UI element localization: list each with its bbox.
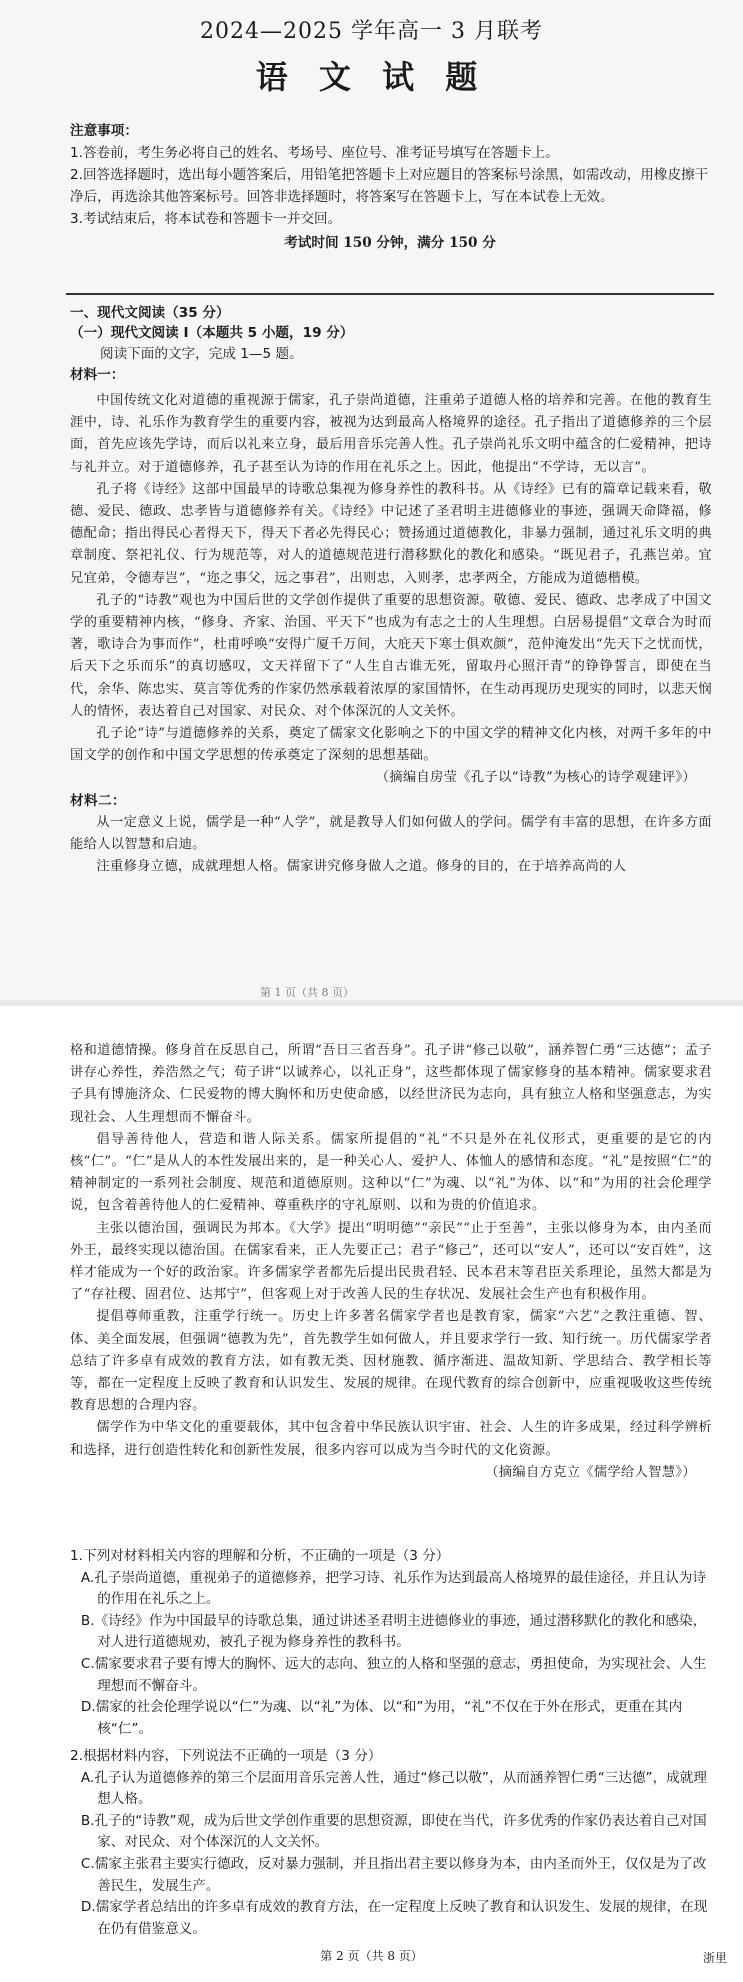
exam-title: 2024—2025 学年高一 3 月联考 xyxy=(200,19,543,44)
notes-item: 3.考试结束后，将本试卷和答题卡一并交回。 xyxy=(70,211,342,227)
paragraph: 儒学作为中华文化的重要载体，其中包含着中华民族认识宇宙、社会、人生的许多成果，经过科学辨析和选择，进行创造性转化和创新性发展，很多内容可以成为当今时代的文化资源。 xyxy=(70,1420,712,1458)
question-1 xyxy=(70,1546,714,1740)
option-d[interactable]: D.儒家学者总结出的许多卓有成效的教育方法，在一定程度上反映了教育和认识发生、发展的规律，在现在仍有借鉴意义。 xyxy=(80,1899,708,1937)
option-c[interactable]: C.儒家主张君主要实行德政，反对暴力强制，并且指出君主要以修身为本，由内圣而外王，仅仅是为了改善民生，发展生产。 xyxy=(80,1855,707,1894)
source-citation: （摘编自方克立《儒学给人智慧》） xyxy=(485,1464,696,1480)
instruction: 阅读下面的文字，完成 1—5 题。 xyxy=(100,346,303,362)
source-citation: （摘编自房莹《孔子以“诗教”为核心的诗学观建评》） xyxy=(375,770,696,786)
question-stem: 1.下列对材料相关内容的理解和分析，不正确的一项是（3 分） xyxy=(70,1548,450,1564)
option-b[interactable]: B.《诗经》作为中国最早的诗歌总集，通过讲述圣君明主进德修业的事迹，通过潜移默化的教化和感染，对人进行道德规劝，被孔子视为修身养性的教科书。 xyxy=(80,1612,707,1651)
divider xyxy=(66,293,714,295)
section-heading: 一、现代文阅读（35 分） xyxy=(70,305,230,321)
paragraph: 主张以德治国，强调民为邦本。《大学》提出“明明德”“亲民”“止于至善”，主张以修身为本，由内圣而外王，最终实现以德治国。在儒家看来，正人先要正己；君子“修己”，还可以“安人”，还可以“安百姓”，这样才能成为一个好的政治家。许多儒家学者都先后提出民贵君轻、民本君末等君臣关系理论，虽然大都是为了“存社稷、固君位、达邦宁”，但客观上对于改善人民的生存状况、发展社会生产也有积极作用。 xyxy=(70,1220,712,1303)
question-2 xyxy=(70,1746,714,1940)
page-one-footer: 第 1 页（共 8 页） xyxy=(260,986,354,999)
question-stem: 2.根据材料内容，下列说法不正确的一项是（3 分） xyxy=(70,1748,382,1764)
paragraph: 格和道德情操。修身首在反思自己，所谓“吾日三省吾身”。孔子讲“修己以敬”，涵养智仁勇“三达德”；孟子讲存心养性，养浩然之气；荀子讲“以诚养心，以礼正身”，这些都体现了儒家修身的基本精神。儒家要求君子具有博施济众、仁民爱物的博大胸怀和历史使命感，以经世济民为志向，具有独立人格和坚强意志，为实现社会、人生理想而不懈奋斗。 xyxy=(70,1043,712,1125)
paragraph: 中国传统文化对道德的重视源于儒家，孔子崇尚道德，注重弟子道德人格的培养和完善。在他的教育生涯中，诗、礼乐作为教育学生的重要内容，被视为达到最高人格境界的途径。孔子指出了道德修养的三个层面，首先应该先学诗，而后以礼来立身，最后用音乐完善人性。孔子崇尚礼乐文明中蕴含的仁爱精神，把诗与礼并立。对于道德修养，孔子甚至认为诗的作用在礼乐之上。因此，他提出“不学诗，无以言”。 xyxy=(70,393,712,475)
option-a[interactable]: A.孔子崇尚道德，重视弟子的道德修养，把学习诗、礼乐作为达到最高人格境界的最佳途径，并且认为诗的作用在礼乐之上。 xyxy=(80,1569,706,1608)
notes-label: 注意事项： xyxy=(70,123,138,139)
notes-block xyxy=(70,120,710,254)
notes-item: 2.回答选择题时，选出每小题答案后，用铅笔把答题卡上对应题目的答案标号涂黑，如需改动，用橡皮擦干净后，再选涂其他答案标号。回答非选择题时，将答案写在答题卡上，写在本试卷上无效。 xyxy=(70,167,709,205)
option-d[interactable]: D.儒家的社会伦理学说以“仁”为魂、以“礼”为体、以“和”为用，“礼”不仅在于外在形式，更重在其内核“仁”。 xyxy=(80,1699,683,1737)
material-1-text xyxy=(70,390,712,878)
paragraph: 孔子将《诗经》这部中国最早的诗歌总集视为修身养性的教科书。从《诗经》已有的篇章记载来看，敬德、爱民、德政、忠孝皆与道德修养有关。《诗经》中记述了圣君明主进德修业的事迹，强调天命降福，修德配命；指出得民心者得天下，得天下者必先得民心；赞扬通过道德教化，非暴力强制，通过礼乐文明的典章制度、祭祀礼仪、行为规范等，对人的道德规范进行潜移默化的教化和感染。“既见君子，孔燕岂弟。宜兄宜弟，令德寿岂”，“迩之事父，远之事君”，出则忠，入则孝，忠孝两全，方能成为道德楷模。 xyxy=(70,481,712,586)
option-c[interactable]: C.儒家要求君子要有博大的胸怀、远大的志向、独立的人格和坚强的意志，勇担使命，为实现社会、人生理想而不懈奋斗。 xyxy=(80,1655,707,1694)
option-b[interactable]: B.孔子的“诗教”观，成为后世文学创作重要的思想资源，即使在当代，许多优秀的作家仍表达着自己对国家、对民众、对个体深沉的人文关怀。 xyxy=(80,1812,707,1851)
subject-title: 语 文 试 题 xyxy=(255,58,488,96)
material-2-label: 材料二： xyxy=(70,792,126,809)
region-tag: 浙里 xyxy=(702,1951,727,1965)
option-a[interactable]: A.孔子认为道德修养的第三个层面用音乐完善人性，通过“修己以敬”，从而涵养智仁勇“三达德”，成就理想人格。 xyxy=(80,1769,707,1808)
page-number: 第 2 页（共 8 页） xyxy=(320,1949,423,1963)
paragraph: 从一定意义上说，儒学是一种“人学”，就是教导人们如何做人的学问。儒学有丰富的思想，在许多方面能给人以智慧和启迪。 xyxy=(70,814,712,853)
paragraph: 孔子的“诗教”观也为中国后世的文学创作提供了重要的思想资源。敬德、爱民、德政、忠孝成了中国文学的重要精神内核，“修身、齐家、治国、平天下”也成为有志之士的人生理想。白居易提倡“文章合为时而著，歌诗合为事而作”，杜甫呼唤“安得广厦千万间，大庇天下寒士俱欢颜”，范仲淹发出“先天下之忧而忧，后天下之乐而乐”的真切感叹，文天祥留下了“人生自古谁无死，留取丹心照汗青”的铮铮誓言，即使在当代，余华、陈忠实、莫言等优秀的作家仍然承载着浓厚的家国情怀，在生动再现历史现实的同时，以悲天悯人的情怀，表达着自己对国家、对民众、对个体深沉的人文关怀。 xyxy=(70,592,712,719)
paragraph: 注重修身立德，成就理想人格。儒家讲究修身做人之道。修身的目的，在于培养高尚的人 xyxy=(96,859,627,875)
paragraph: 孔子论“诗”与道德修养的关系，奠定了儒家文化影响之下的中国文学的精神文化内核，对两千多年的中国文学的创作和中国文学思想的传承奠定了深刻的思想基础。 xyxy=(70,726,712,764)
paragraph: 倡导善待他人，营造和谐人际关系。儒家所提倡的“礼”不只是外在礼仪形式，更重要的是它的内核“仁”。“仁”是从人的本性发展出来的，是一种关心人、爱护人、体恤人的感情和态度。“礼”是按照“仁”的精神制定的一系列社会制度、规范和道德原则。这种以“仁”为魂、以“礼”为体、以“和”为用的社会伦理学说，包含着善待他人的仁爱精神、尊重秩序的守礼原则、以和为贵的价值追求。 xyxy=(70,1131,712,1214)
material-1-label: 材料一： xyxy=(70,367,125,383)
notes-item: 1.答卷前，考生务必将自己的姓名、考场号、座位号、准考证号填写在答题卡上。 xyxy=(70,145,559,161)
exam-time: 考试时间 150 分钟，满分 150 分 xyxy=(284,235,496,251)
sub-section-heading: （一）现代文阅读 Ⅰ（本题共 5 小题，19 分） xyxy=(70,325,354,341)
paragraph: 提倡尊师重教，注重学行统一。历史上许多著名儒家学者也是教育家，儒家“六艺”之教注重德、智、体、美全面发展，但强调“德教为先”，首先教学生如何做人，并且要求学行一致、知行统一。历代儒家学者总结了许多卓有成效的教育方法，如有教无类、因材施教、循序渐进、温故知新、学思结合、教学相长等等，都在一定程度上反映了教育和认识发生、发展的规律。在现代教育的综合创新中，应重视吸收这些传统教育思想的合理内容。 xyxy=(70,1309,712,1414)
material-2-text xyxy=(70,1040,712,1484)
